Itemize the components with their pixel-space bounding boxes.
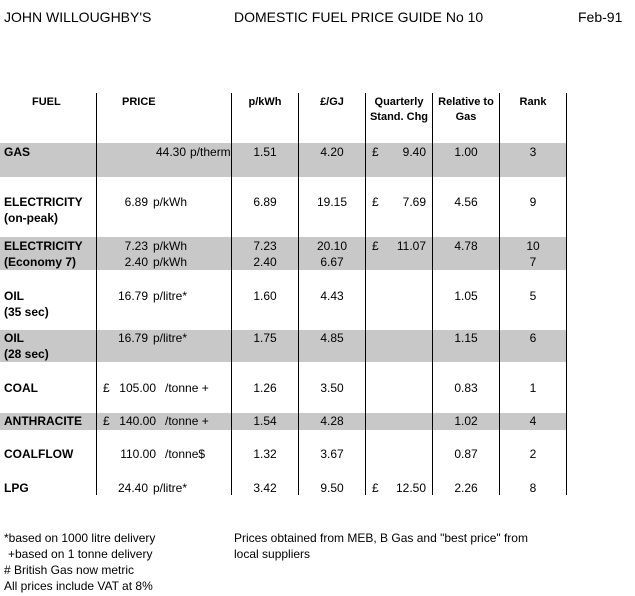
standing-charge-currency: £	[372, 195, 379, 209]
pkwh-value: 1.60	[253, 289, 277, 303]
fuel-subname: (35 sec)	[4, 305, 49, 319]
price-value: 6.89	[124, 195, 148, 209]
fuel-name: COALFLOW	[4, 447, 74, 461]
price-unit: p/litre*	[153, 331, 188, 345]
col-header-relative: Relative to	[438, 96, 494, 108]
fuel-name: ELECTRICITY	[4, 195, 83, 209]
gj-value-night: 6.67	[320, 255, 344, 269]
price-unit-night: p/kWh	[153, 255, 188, 269]
pkwh-value: 6.89	[253, 195, 277, 209]
gj-value: 4.43	[320, 289, 344, 303]
col-header-relative-gas: Gas	[455, 111, 477, 123]
col-rule-7	[566, 93, 567, 495]
relative-value: 4.78	[454, 239, 478, 253]
col-header-fuel: FUEL	[32, 96, 61, 108]
col-rule-4	[365, 93, 366, 495]
pkwh-value: 1.54	[253, 414, 277, 428]
pkwh-value: 1.75	[253, 331, 277, 345]
rank-value: 2	[529, 447, 537, 461]
relative-value: 2.26	[454, 481, 478, 495]
standing-charge-currency: £	[372, 239, 379, 253]
gj-value: 3.67	[320, 447, 344, 461]
price-unit: p/kWh	[153, 195, 188, 209]
rank-value: 3	[529, 145, 537, 159]
relative-value: 0.83	[454, 381, 478, 395]
price-unit: /tonne +	[165, 381, 209, 395]
fuel-subname: (28 sec)	[4, 347, 49, 361]
price-value: 44.30	[155, 145, 186, 159]
price-unit-day: p/kWh	[153, 239, 188, 253]
price-value: 140.00	[119, 414, 156, 428]
col-header-gj: £/GJ	[320, 96, 344, 108]
pkwh-value: 1.51	[253, 145, 277, 159]
gj-value: 4.20	[320, 145, 344, 159]
rank-value: 6	[529, 331, 537, 345]
col-header-price: PRICE	[122, 96, 156, 108]
rank-value: 4	[529, 414, 537, 428]
gj-value-day: 20.10	[316, 239, 348, 253]
standing-charge-value: 12.50	[395, 481, 426, 495]
source-note-line-1: Prices obtained from MEB, B Gas and "best price" from	[234, 531, 528, 545]
fuel-name: LPG	[4, 481, 29, 495]
col-rule-1	[96, 93, 97, 495]
gj-value: 4.85	[320, 331, 344, 345]
rank-value: 9	[529, 195, 537, 209]
footnote-vat: All prices include VAT at 8%	[4, 579, 153, 593]
standing-charge-value: 7.69	[402, 195, 426, 209]
price-unit: /tonne$	[165, 447, 206, 461]
price-unit: p/litre*	[153, 289, 188, 303]
page-title: DOMESTIC FUEL PRICE GUIDE No 10	[234, 9, 484, 25]
col-header-pkwh: p/kWh	[248, 96, 282, 108]
relative-value: 4.56	[454, 195, 478, 209]
relative-value: 1.00	[454, 145, 478, 159]
footnote-litre-delivery: *based on 1000 litre delivery	[4, 531, 156, 545]
source-note-line-2: local suppliers	[234, 547, 311, 561]
price-unit: p/therm	[190, 145, 231, 159]
price-value: 24.40	[117, 481, 148, 495]
fuel-subname: (on-peak)	[4, 211, 58, 225]
footnote-british-gas: # British Gas now metric	[4, 563, 135, 577]
col-header-standing-charge: Stand. Chg	[369, 111, 429, 123]
price-value: 16.79	[117, 289, 148, 303]
gj-value: 19.15	[316, 195, 348, 209]
gj-value: 4.28	[320, 414, 344, 428]
pkwh-value: 1.32	[253, 447, 277, 461]
standing-charge-currency: £	[372, 481, 379, 495]
fuel-subname: (Economy 7)	[4, 255, 77, 269]
rank-value: 5	[529, 289, 537, 303]
rank-value-day: 10	[526, 239, 540, 253]
pkwh-value-night: 2.40	[253, 255, 277, 269]
relative-value: 1.05	[454, 289, 478, 303]
price-value-day: 7.23	[124, 239, 148, 253]
col-header-quarterly: Quarterly	[374, 96, 424, 108]
price-value: 110.00	[120, 447, 156, 461]
price-value: 16.79	[117, 331, 148, 345]
relative-value: 1.15	[454, 331, 478, 345]
price-value: 105.00	[119, 381, 156, 395]
price-unit: /tonne +	[165, 414, 209, 428]
fuel-name: ELECTRICITY	[4, 239, 83, 253]
price-currency: £	[103, 381, 110, 395]
fuel-name: GAS	[4, 145, 31, 159]
rank-value: 1	[529, 381, 537, 395]
standing-charge-value: 9.40	[402, 145, 426, 159]
price-currency: £	[103, 414, 110, 428]
gj-value: 9.50	[320, 481, 344, 495]
fuel-name: OIL	[4, 331, 24, 345]
relative-value: 0.87	[454, 447, 478, 461]
footnote-tonne-delivery: +based on 1 tonne delivery	[8, 547, 153, 561]
rank-value-night: 7	[529, 255, 537, 269]
price-value-night: 2.40	[124, 255, 148, 269]
price-band-gas	[97, 177, 230, 181]
fuel-name: ANTHRACITE	[4, 414, 82, 428]
col-header-rank: Rank	[519, 96, 547, 108]
price-unit: p/litre*	[153, 481, 188, 495]
header-author: JOHN WILLOUGHBY'S	[4, 9, 152, 25]
pkwh-value-day: 7.23	[253, 239, 277, 253]
pkwh-value: 1.26	[253, 381, 277, 395]
rank-value: 8	[529, 481, 537, 495]
standing-charge-currency: £	[372, 145, 379, 159]
pkwh-value: 3.42	[253, 481, 277, 495]
standing-charge-value: 11.07	[396, 239, 426, 253]
gj-value: 3.50	[320, 381, 344, 395]
relative-value: 1.02	[454, 414, 478, 428]
header-date: Feb-91	[578, 9, 623, 25]
fuel-name: COAL	[4, 381, 38, 395]
fuel-name: OIL	[4, 289, 24, 303]
